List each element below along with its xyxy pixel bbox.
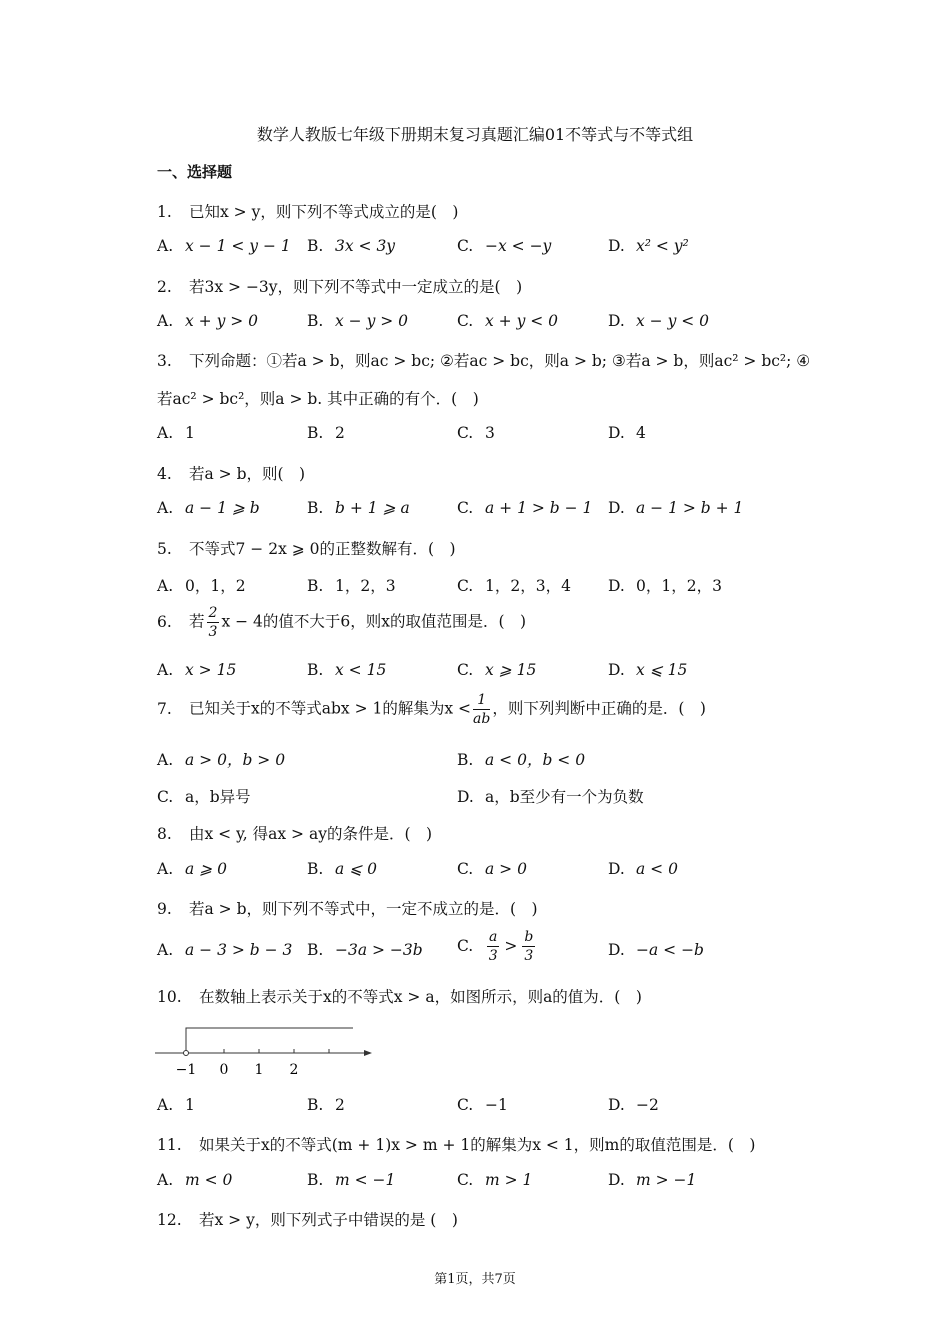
option-c: C. −1 <box>457 1096 508 1114</box>
option-a: A. x − 1 < y − 1 <box>157 237 291 255</box>
option-a: A. a ⩾ 0 <box>157 860 227 878</box>
option-c: C. 1，2，3，4 <box>457 577 571 595</box>
question-1 <box>157 200 458 222</box>
question-10: 10. 在数轴上表示关于x的不等式x > a，如图所示，则a的值为．( ) <box>157 988 642 1006</box>
option-a: A. a − 3 > b − 3 <box>157 941 293 959</box>
option-b: B. a < 0，b < 0 <box>457 751 586 769</box>
option-a: A. 1 <box>157 1096 195 1114</box>
option-c: C. a > 0 <box>457 860 527 878</box>
number-line-figure <box>155 1020 380 1080</box>
option-c: C. a + 1 > b − 1 <box>457 499 593 517</box>
option-d: D. x ⩽ 15 <box>608 661 688 679</box>
option-c: C. 3 <box>457 424 495 442</box>
option-b: B. a ⩽ 0 <box>307 860 377 878</box>
question-7: 7. 已知关于x的不等式abx > 1的解集为x < $\frac{1}{ab}$ ，则下列判断中正确的是．( ) <box>157 692 706 727</box>
question-3: 3. 下列命题：①若a > b，则ac > bc; ②若ac > bc，则a > b; ③若a > b，则ac² > bc²; ④ <box>157 352 811 370</box>
option-c: C. m > 1 <box>457 1171 533 1189</box>
question-5: 5. 不等式7 − 2x ⩾ 0的正整数解有．( ) <box>157 540 456 558</box>
option-b: B. x − y > 0 <box>307 312 409 330</box>
tick-label: 1 <box>254 1062 264 1078</box>
open-circle <box>184 1051 189 1056</box>
option-b: B. x < 15 <box>307 661 387 679</box>
option-a: A. x + y > 0 <box>157 312 259 330</box>
option-b: B. −3a > −3b <box>307 941 423 959</box>
fraction: $\frac{2}{3}$ <box>208 605 218 640</box>
section-heading: 一、选择题 <box>157 163 233 181</box>
tick-label: 0 <box>219 1062 229 1078</box>
option-a: A. m < 0 <box>157 1171 233 1189</box>
question-11: 11. 如果关于x的不等式(m + 1)x > m + 1的解集为x < 1，则m的取值范围是．( ) <box>157 1136 756 1154</box>
option-d: D. 4 <box>608 424 646 442</box>
question-9: 9. 若a > b，则下列不等式中，一定不成立的是．( ) <box>157 900 538 918</box>
option-a: A. a − 1 ⩾ b <box>157 499 260 517</box>
option-c: C. −x < −y <box>457 237 552 255</box>
fraction: $\frac{1}{ab}$ <box>473 692 491 727</box>
question-8: 8. 由x < y, 得ax > ay的条件是．( ) <box>157 825 433 843</box>
tick-label: −1 <box>175 1062 197 1078</box>
option-d: D. −2 <box>608 1096 659 1114</box>
option-b: B. 2 <box>307 1096 345 1114</box>
option-d: D. 0，1，2，3 <box>608 577 722 595</box>
option-c: C. $\frac{a}{3}$ > $\frac{b}{3}$ <box>457 929 534 964</box>
option-b: B. 3x < 3y <box>307 237 396 255</box>
question-2: 2. 若3x > −3y，则下列不等式中一定成立的是( ) <box>157 278 523 296</box>
question-number: 1. <box>157 203 172 221</box>
option-b: B. 1，2，3 <box>307 577 396 595</box>
option-b: B. m < −1 <box>307 1171 396 1189</box>
fraction: $\frac{a}{3}$ <box>488 929 498 964</box>
document-title: 数学人教版七年级下册期末复习真题汇编01不等式与不等式组 <box>256 125 694 144</box>
question-stem: 已知x > y，则下列不等式成立的是( ) <box>189 203 459 221</box>
option-b: B. 2 <box>307 424 345 442</box>
question-12: 12. 若x > y，则下列式子中错误的是 ( ) <box>157 1211 458 1229</box>
option-d: D. m > −1 <box>608 1171 697 1189</box>
option-d: D. a，b至少有一个为负数 <box>457 788 644 806</box>
question-3-continued: 若ac² > bc²，则a > b. 其中正确的有个．( ) <box>157 390 479 408</box>
fraction: $\frac{b}{3}$ <box>524 929 534 964</box>
option-c: C. x + y < 0 <box>457 312 559 330</box>
option-a: A. a > 0，b > 0 <box>157 751 286 769</box>
option-d: D. a < 0 <box>608 860 678 878</box>
option-d: D. −a < −b <box>608 941 704 959</box>
option-d: D. x − y < 0 <box>608 312 710 330</box>
arrow-icon <box>364 1050 372 1056</box>
tick-label: 2 <box>289 1062 299 1078</box>
option-d: D. a − 1 > b + 1 <box>608 499 744 517</box>
option-a: A. 1 <box>157 424 195 442</box>
option-a: A. 0，1，2 <box>157 577 246 595</box>
option-c: C. x ⩾ 15 <box>457 661 537 679</box>
option-d: D. x² < y² <box>608 237 689 255</box>
option-a: A. x > 15 <box>157 661 237 679</box>
solution-bracket <box>186 1028 353 1053</box>
page-footer: 第1页，共7页 <box>434 1272 516 1287</box>
question-4: 4. 若a > b，则( ) <box>157 465 306 483</box>
option-c: C. a，b异号 <box>157 788 251 806</box>
question-6: 6. 若 $\frac{2}{3}$ x − 4的值不大于6，则x的取值范围是．( ) <box>157 605 527 640</box>
option-b: B. b + 1 ⩾ a <box>307 499 410 517</box>
